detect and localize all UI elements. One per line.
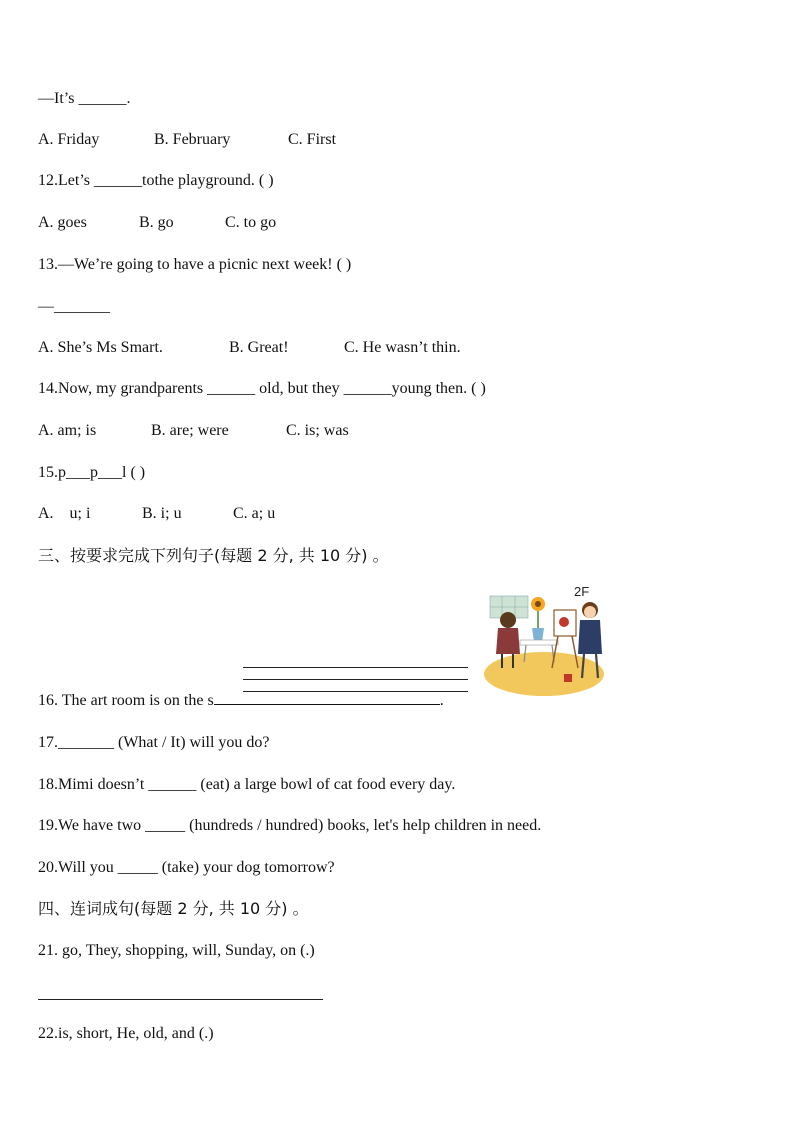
q20-stem: 20.Will you _____ (take) your dog tomorrow?	[38, 859, 335, 876]
q12-option-a: A. goes	[38, 214, 87, 231]
q12-stem: 12.Let’s ______tothe playground. ( )	[38, 172, 274, 189]
q16-end: .	[439, 692, 444, 709]
girl-figure	[500, 612, 516, 628]
writing-line	[243, 667, 468, 668]
q14-option-b: B. are; were	[151, 422, 229, 439]
table-shape	[520, 640, 558, 645]
q21-answer-line[interactable]	[38, 999, 323, 1000]
q13-option-a: A. She’s Ms Smart.	[38, 339, 163, 356]
q21-stem: 21. go, They, shopping, will, Sunday, on (.)	[38, 942, 315, 959]
q15-stem: 15.p___p___l ( )	[38, 464, 146, 481]
writing-line	[243, 679, 468, 680]
q15-option-a: A. u; i	[38, 505, 91, 522]
q14-option-a: A. am; is	[38, 422, 97, 439]
q14-stem: 14.Now, my grandparents ______ old, but they ______young then. ( )	[38, 380, 486, 397]
section4-heading: 四、连词成句(每题 2 分, 共 10 分) 。	[38, 899, 309, 918]
floor-label: 2F	[574, 584, 590, 599]
q11-option-a: A. Friday	[38, 131, 100, 148]
q12-options	[38, 212, 276, 234]
q11-answer-line: —It’s ______.	[38, 90, 131, 107]
q16-answer-blank[interactable]	[214, 690, 440, 705]
q22-stem: 22.is, short, He, old, and (.)	[38, 1025, 214, 1042]
q12-option-c: C. to go	[225, 214, 277, 231]
q13-stem: 13.—We’re going to have a picnic next week! ( )	[38, 256, 352, 273]
q12-option-b: B. go	[139, 214, 174, 231]
q13-option-c: C. He wasn’t thin.	[344, 339, 461, 356]
q14-option-c: C. is; was	[286, 422, 349, 439]
q15-option-c: C. a; u	[233, 505, 276, 522]
q11-option-c: C. First	[288, 131, 337, 148]
art-room-illustration	[482, 582, 610, 702]
q15-option-b: B. i; u	[142, 505, 182, 522]
q11-options	[38, 129, 336, 151]
q13-options	[38, 337, 461, 359]
paint-pot	[564, 674, 572, 682]
q15-options	[38, 503, 275, 525]
q19-stem: 19.We have two _____ (hundreds / hundred) books, let's help children in need.	[38, 817, 542, 834]
q13-answer-line: —_______	[38, 298, 110, 315]
q16-stem	[38, 690, 444, 712]
q11-option-b: B. February	[154, 131, 231, 148]
q13-option-b: B. Great!	[229, 339, 289, 356]
section3-heading: 三、按要求完成下列句子(每题 2 分, 共 10 分) 。	[38, 546, 389, 565]
q16-text: 16. The art room is on the s	[38, 692, 214, 709]
q14-options	[38, 420, 349, 442]
q18-stem: 18.Mimi doesn’t ______ (eat) a large bowl of cat food every day.	[38, 776, 456, 793]
q17-stem: 17._______ (What / It) will you do?	[38, 734, 270, 751]
